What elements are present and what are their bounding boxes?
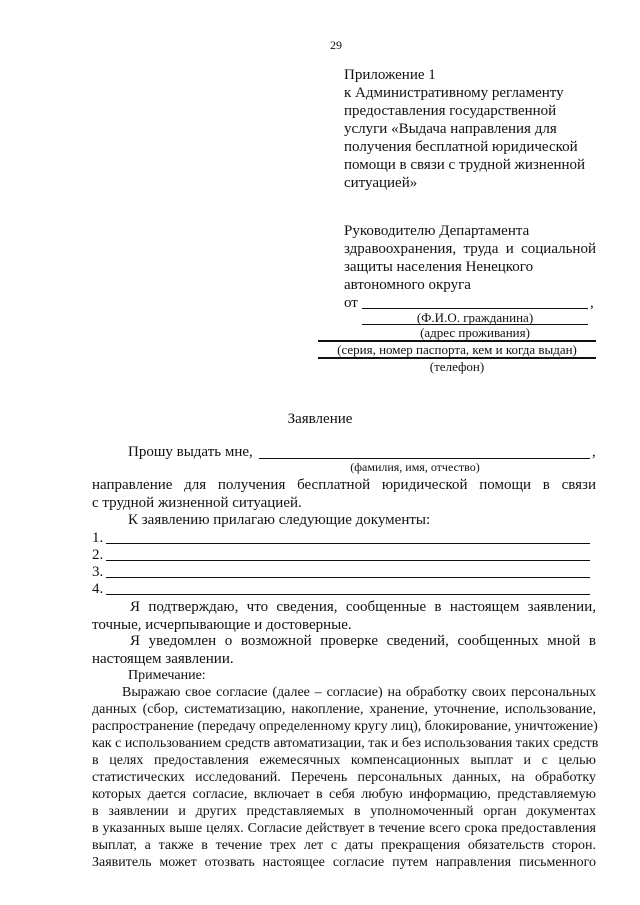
note-line: в целях предоставления ежемесячных компенсационных выплат и с целью <box>92 753 596 768</box>
appendix-line: получения бесплатной юридической <box>344 139 578 155</box>
document-item-line[interactable] <box>106 543 590 544</box>
note-line: которых дается согласие, включает в себя любую информацию, представляемую <box>92 787 596 802</box>
appendix-line: ситуацией» <box>344 175 418 191</box>
appendix-line: предоставления государственной <box>344 103 557 119</box>
request-line: направление для получения бесплатной юридической помощи в связи <box>92 477 596 493</box>
confirm-paragraph <box>92 598 596 634</box>
notified-paragraph <box>92 632 596 668</box>
document-item-number: 4. <box>92 581 104 597</box>
page-number: 29 <box>330 38 342 52</box>
confirm-line: точные, исчерпывающие и достоверные. <box>92 617 352 633</box>
note-line: Выражаю свое согласие (далее – согласие) на обработку своих персональных <box>122 685 596 700</box>
caption-address: (адрес проживания) <box>420 325 530 340</box>
caption-passport: (серия, номер паспорта, кем и когда выдан) <box>337 342 577 357</box>
addressee-line: здравоохранения, труда и социальной <box>344 241 596 257</box>
appendix-line: Приложение 1 <box>344 67 436 83</box>
caption-phone: (телефон) <box>429 359 485 374</box>
appendix-line: к Административному регламенту <box>344 85 564 101</box>
request-text <box>92 476 596 512</box>
document-item-line[interactable] <box>106 577 590 578</box>
note-line: как с использованием средств автоматизации, так и без использования таких средств <box>92 736 599 751</box>
caption-fio: (фамилия, имя, отчество) <box>350 460 480 474</box>
note-line: в указанных выше целях. Согласие действует в течение всего срока предоставления <box>92 821 596 836</box>
addressee-line: защиты населения Ненецкого <box>344 259 534 275</box>
notified-line: Я уведомлен о возможной проверке сведений, сообщенных мной в <box>130 633 596 649</box>
addressee-block <box>344 222 596 294</box>
addressee-line: автономного округа <box>344 277 471 293</box>
document-item-number: 2. <box>92 547 104 563</box>
from-label: от <box>344 295 358 311</box>
document-item-line[interactable] <box>106 594 590 595</box>
appendix-line: помощи в связи с трудной жизненной <box>344 157 586 173</box>
document-item-line[interactable] <box>106 560 590 561</box>
note-line: статистических исследований. Перечень персональных данных, на обработку <box>92 770 596 785</box>
notified-line: настоящем заявлении. <box>92 651 234 667</box>
document-title: Заявление <box>287 411 353 427</box>
document-item-number: 1. <box>92 530 104 546</box>
request-prefix: Прошу выдать мне, <box>128 444 253 460</box>
note-label: Примечание: <box>128 668 206 683</box>
request-suffix: , <box>592 444 596 460</box>
confirm-line: Я подтверждаю, что сведения, сообщенные в настоящем заявлении, <box>130 599 596 615</box>
note-line: данных (сбор, систематизацию, накопление, хранение, уточнение, использование, <box>92 702 596 717</box>
note-line: в заявлении и других представляемых в уполномоченный орган документах <box>92 804 596 819</box>
note-line: Заявитель может отозвать настоящее согласие путем направления письменного <box>92 855 596 870</box>
document-item-number: 3. <box>92 564 104 580</box>
appendix-header <box>344 66 604 192</box>
note-line: выплат, а также в течение трех лет с даты прекращения обязательств сторон. <box>92 838 596 853</box>
from-comma: , <box>590 295 594 311</box>
addressee-line: Руководителю Департамента <box>344 223 530 239</box>
request-name-line[interactable] <box>259 458 590 459</box>
request-line: с трудной жизненной ситуацией. <box>92 495 302 511</box>
documents-intro: К заявлению прилагаю следующие документы: <box>128 512 431 528</box>
note-line: распространение (передачу определенному кругу лиц), блокирование, уничтожение) <box>92 719 598 734</box>
caption-full-name: (Ф.И.О. гражданина) <box>416 310 534 325</box>
note-paragraph <box>92 684 599 871</box>
appendix-line: услуги «Выдача направления для <box>344 121 557 137</box>
from-name-line[interactable] <box>362 308 588 309</box>
